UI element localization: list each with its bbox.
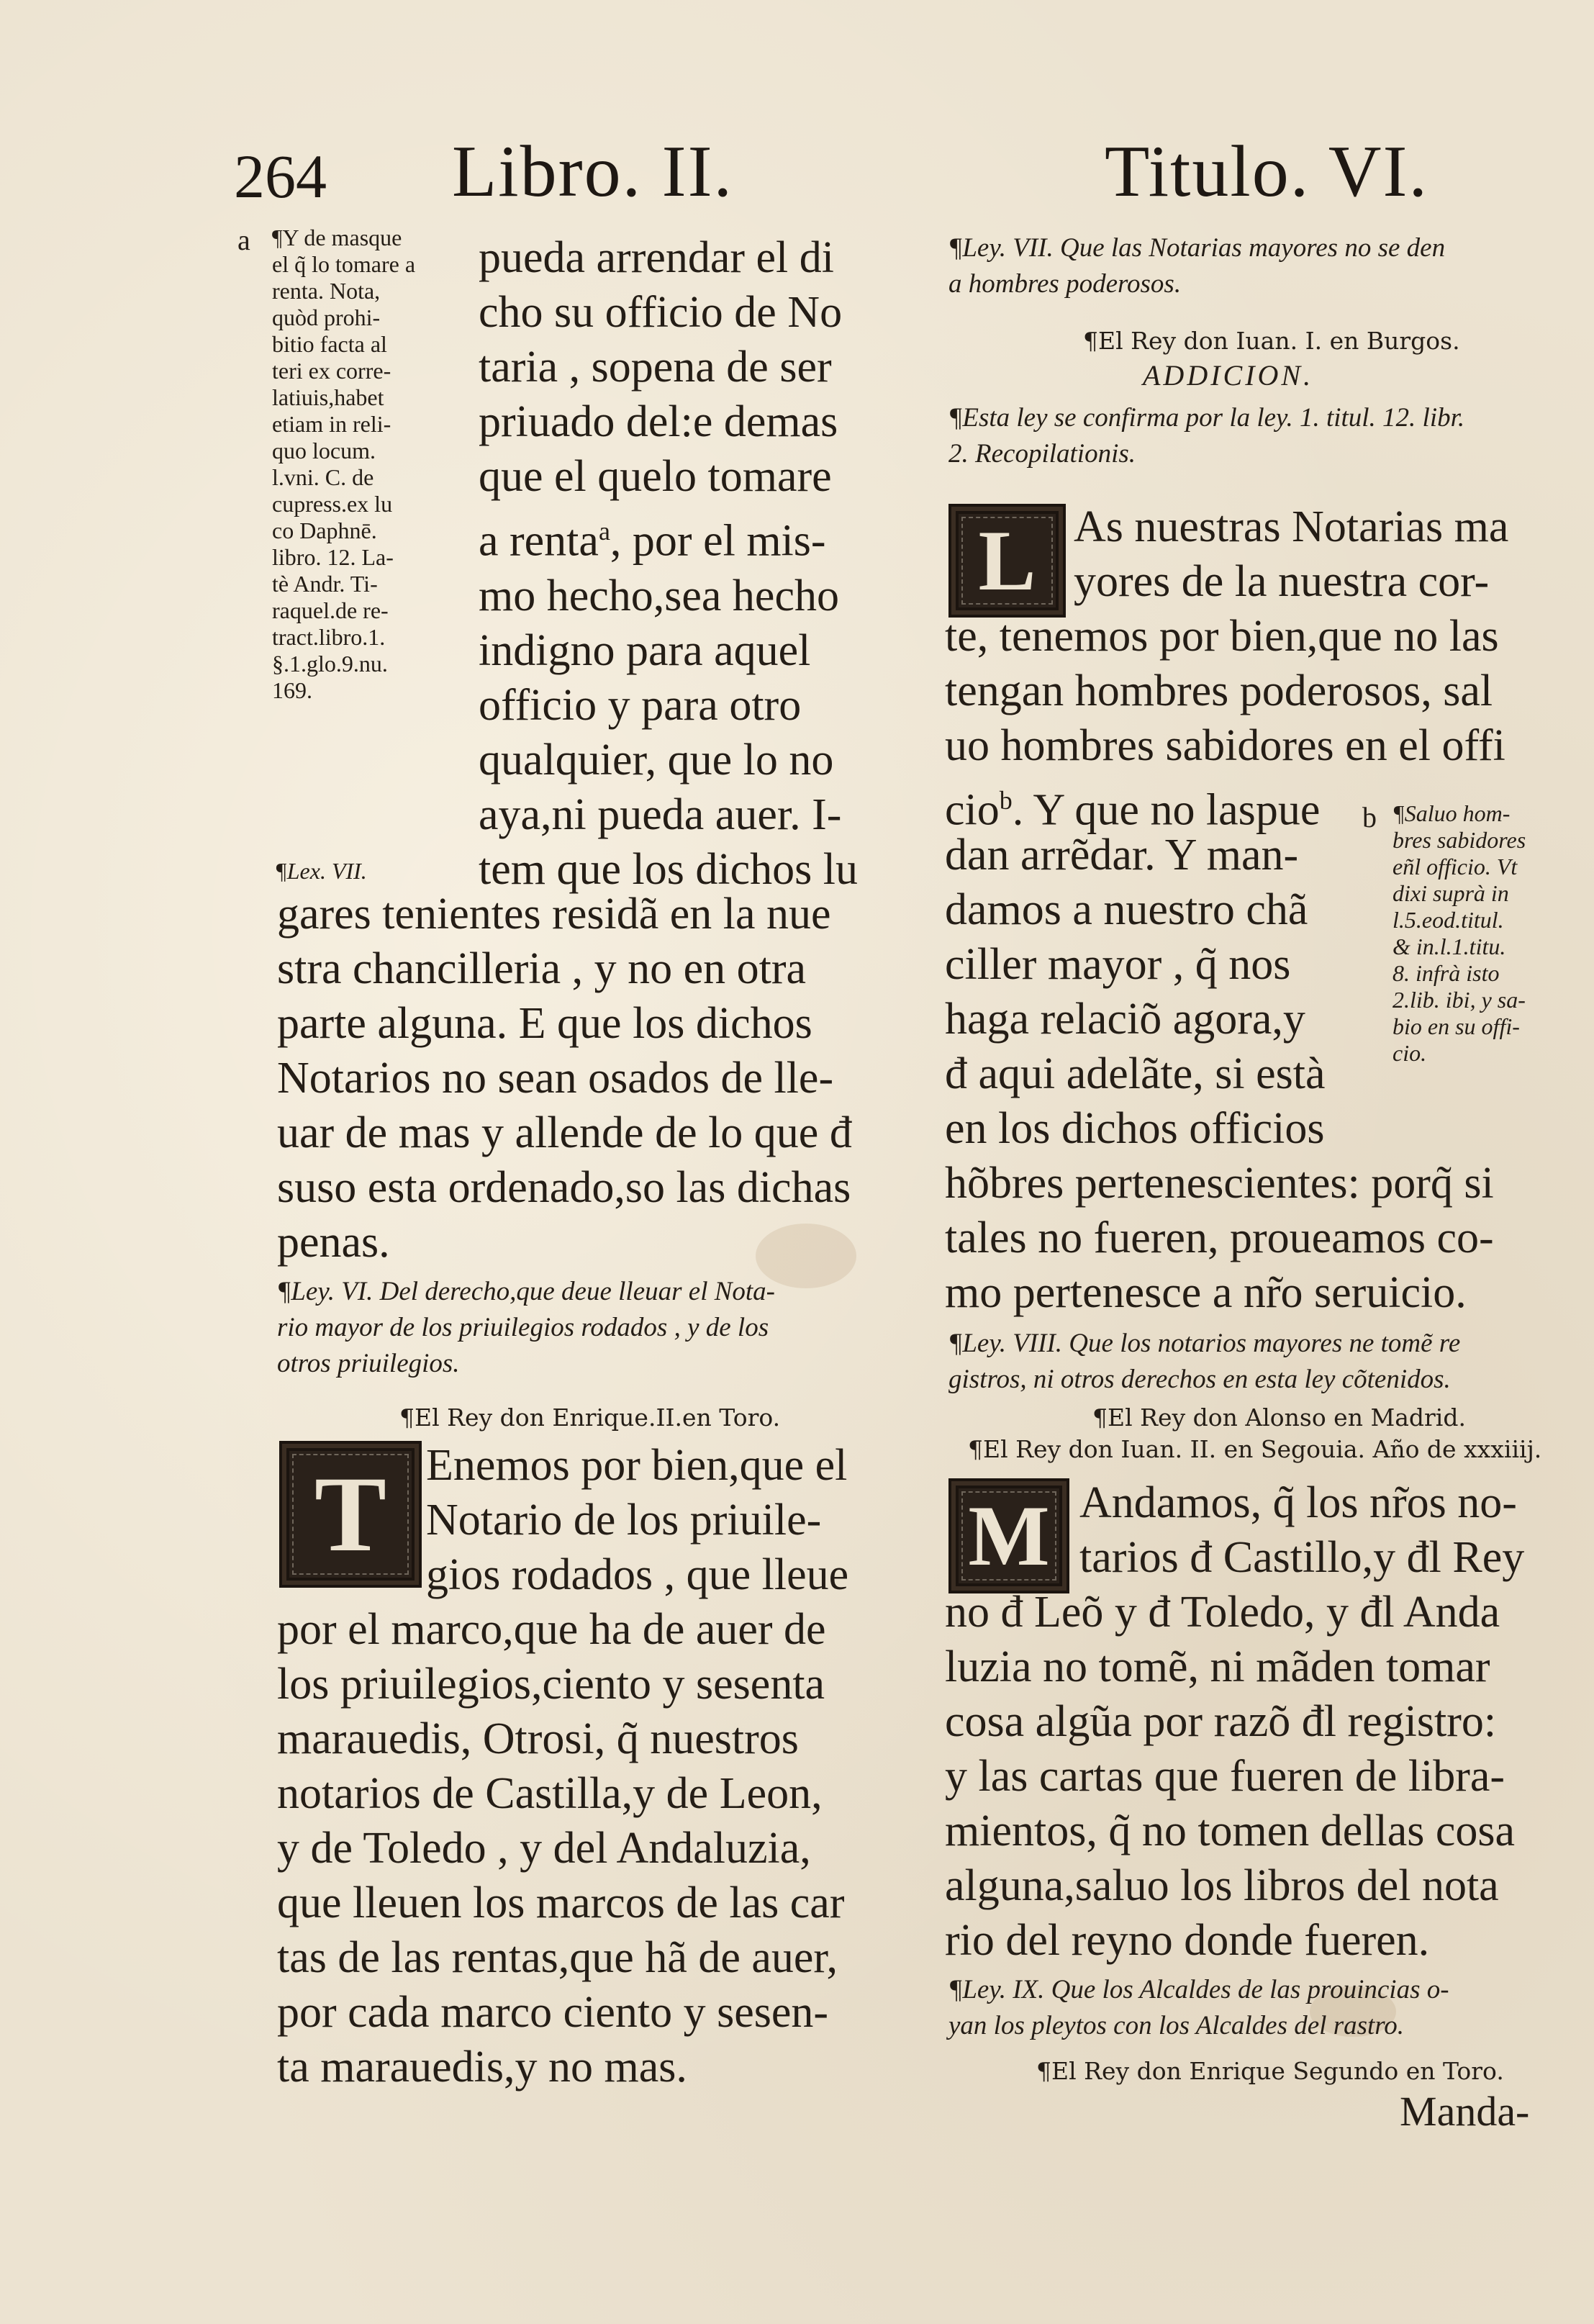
text-line: penas. xyxy=(277,1218,390,1267)
rubric-line: yan los pleytos con los Alcaldes del rastro. xyxy=(948,2011,1405,2040)
ley-9-rubric xyxy=(948,1972,1449,2044)
note-reference-b: b xyxy=(999,786,1013,815)
text-line: tarios đ Castillo,y đl Rey xyxy=(1079,1533,1525,1582)
text-line: rio del reyno donde fueren. xyxy=(945,1916,1430,1965)
text-line: parte alguna. E que los dichos xyxy=(277,999,812,1048)
addicion-heading: ADDICION. xyxy=(1143,359,1314,392)
initial-ornament xyxy=(961,1488,1056,1583)
initial-ornament xyxy=(961,512,1053,608)
gloss-line: el q̃ lo tomare a xyxy=(272,251,416,277)
gloss-line: bitio facta al xyxy=(272,331,387,357)
ley-6-text xyxy=(277,1602,896,2094)
gloss-line: ¶Saluo hom- xyxy=(1393,800,1511,826)
text-line: ta marauedis,y no mas. xyxy=(277,2043,687,2092)
catchword: Manda- xyxy=(1400,2088,1530,2135)
gloss-line: l.5.eod.titul. xyxy=(1393,907,1504,933)
gloss-line: quòd prohi- xyxy=(272,304,381,330)
gloss-line: tract.libro.1. xyxy=(272,624,386,650)
gloss-line: bres sabidores xyxy=(1393,827,1526,853)
text-line: gios rodados , que lleue xyxy=(426,1550,849,1599)
gloss-line: dixi suprà in xyxy=(1393,880,1509,906)
text-line: en los dichos officios xyxy=(945,1104,1325,1153)
text-line: stra chancilleria , y no en otra xyxy=(277,944,807,993)
ley-7-end-text xyxy=(945,1156,1557,1320)
marginal-gloss-a xyxy=(272,225,459,704)
text-line: marauedis, Otrosi, q̃ nuestros xyxy=(277,1714,799,1763)
marginal-gloss-b xyxy=(1393,800,1551,1067)
ley-6-initial-lines xyxy=(426,1438,848,1602)
gloss-line: 169. xyxy=(272,677,312,703)
text-line: pueda arrendar el di xyxy=(479,233,835,282)
text-line: qualquier, que lo no xyxy=(479,735,834,785)
text-line: y las cartas que fueren de libra- xyxy=(945,1752,1505,1801)
ley-8-initial-lines xyxy=(1079,1475,1524,1585)
gloss-line: quo locum. xyxy=(272,438,376,464)
gloss-line: cio. xyxy=(1393,1040,1427,1066)
text-line: hõbres pertenescientes: porq̃ si xyxy=(945,1159,1494,1208)
text-line: indigno para aquel xyxy=(479,625,811,675)
rubric-line: rio mayor de los priuilegios rodados , y de los xyxy=(277,1313,769,1342)
left-column-text xyxy=(277,887,896,1270)
text-line: mo pertenesce a nr̃o seruicio. xyxy=(945,1268,1467,1317)
text-line: tas de las rentas,que hã de auer, xyxy=(277,1933,838,1982)
gloss-line: 8. infrà isto xyxy=(1393,960,1500,986)
left-column-narrow-text xyxy=(479,230,858,897)
ley-8-text xyxy=(945,1585,1557,1968)
rubric-line: ¶Esta ley se confirma por la ley. 1. titul. 12. libr. xyxy=(948,403,1465,433)
initial-letter: T xyxy=(314,1455,387,1574)
ley-6-rubric xyxy=(277,1274,775,1382)
text-line xyxy=(479,504,858,569)
initial-ornament xyxy=(292,1454,409,1575)
gloss-line: 2.lib. ibi, y sa- xyxy=(1393,987,1526,1013)
text-line: Notarios no sean osados de lle- xyxy=(277,1054,834,1103)
text-line: đ aqui adelãte, si està xyxy=(945,1049,1326,1098)
page-number: 264 xyxy=(234,142,327,211)
text-line: suso esta ordenado,so las dichas xyxy=(277,1163,851,1212)
running-head-titulo: Titulo. VI. xyxy=(1105,131,1429,212)
text-line: por cada marco ciento y sesen- xyxy=(277,1988,829,2037)
text-line: por el marco,que ha de auer de xyxy=(277,1605,826,1654)
note-marker-b: b xyxy=(1362,801,1377,833)
text-line: tem que los dichos lu xyxy=(479,844,858,894)
text-line: cosa algũa por razõ đl registro: xyxy=(945,1697,1497,1746)
text-line: Enemos por bien,que el xyxy=(426,1441,848,1490)
text-line: aya,ni pueda auer. I- xyxy=(479,790,842,839)
ley-8-attribution-1: ¶El Rey don Alonso en Madrid. xyxy=(1092,1403,1466,1432)
gloss-line: libro. 12. La- xyxy=(272,544,394,570)
decorated-initial-t xyxy=(279,1441,422,1588)
text-line: y de Toledo , y del Andaluzia, xyxy=(277,1824,811,1873)
cio-word: cio xyxy=(945,785,1000,835)
ley-7-initial-lines xyxy=(1074,499,1508,609)
text-line: gares tenientes residã en la nue xyxy=(277,890,831,939)
text-line: haga relaciõ agora,y xyxy=(945,995,1305,1044)
text-line: priuado del:e demas xyxy=(479,397,838,446)
text-line: que lleuen los marcos de las car xyxy=(277,1878,845,1927)
gloss-line: co Daphnē. xyxy=(272,517,377,543)
ley-7-rubric xyxy=(948,230,1445,302)
text-line: luzia no tomẽ, ni mãden tomar xyxy=(945,1642,1490,1691)
gloss-line: raquel.de re- xyxy=(272,597,389,623)
gloss-line: teri ex corre- xyxy=(272,358,391,384)
rubric-line: a hombres poderosos. xyxy=(948,269,1182,299)
decorated-initial-m xyxy=(948,1478,1069,1593)
text-line: damos a nuestro chã xyxy=(945,885,1308,934)
initial-letter: M xyxy=(968,1488,1050,1583)
gloss-line: latiuis,habet xyxy=(272,384,384,410)
rubric-line: ¶Ley. VII. Que las Notarias mayores no se den xyxy=(948,233,1446,263)
text-line: tales no fueren, proueamos co- xyxy=(945,1213,1494,1262)
text-line: no đ Leõ y đ Toledo, y đl Anda xyxy=(945,1588,1500,1637)
text-line: yores de la nuestra cor- xyxy=(1074,557,1490,606)
rubric-line: otros priuilegios. xyxy=(277,1349,460,1378)
text-line: tengan hombres poderosos, sal xyxy=(945,666,1493,715)
text-fragment: , por el mis- xyxy=(610,516,826,566)
text-line: officio y para otro xyxy=(479,680,802,730)
text-line: As nuestras Notarias ma xyxy=(1074,502,1509,551)
text-line: dan arrẽdar. Y man- xyxy=(945,831,1299,880)
running-head-libro: Libro. II. xyxy=(452,131,734,212)
rubric-line: ¶Ley. VI. Del derecho,que deue lleuar el Nota- xyxy=(277,1277,775,1306)
note-reference-a: a xyxy=(598,517,610,546)
text-line: ciller mayor , q̃ nos xyxy=(945,940,1291,989)
text-line: uar de mas y allende de lo que đ xyxy=(277,1108,852,1157)
text-fragment: a renta xyxy=(479,516,599,566)
gloss-line: ¶Y de masque xyxy=(272,225,402,250)
rubric-line: 2. Recopilationis. xyxy=(948,439,1136,469)
note-marker-a: a xyxy=(237,224,250,256)
text-line: los priuilegios,ciento y sesenta xyxy=(277,1660,825,1709)
text-line: taria , sopena de ser xyxy=(479,343,832,392)
text-line: cho su officio de No xyxy=(479,288,843,337)
initial-letter: L xyxy=(978,512,1036,608)
text-line: te, tenemos por bien,que no las xyxy=(945,612,1499,661)
ley-6-attribution: ¶El Rey don Enrique.II.en Toro. xyxy=(399,1403,781,1432)
text-line: uo hombres sabidores en el offi xyxy=(945,721,1505,770)
text-line: alguna,saluo los libros del nota xyxy=(945,1861,1499,1910)
gloss-line: renta. Nota, xyxy=(272,278,381,304)
text-line: mientos, q̃ no tomen dellas cosa xyxy=(945,1807,1516,1855)
rubric-line: ¶Ley. VIII. Que los notarios mayores ne tomẽ re xyxy=(948,1329,1461,1358)
rubric-line: ¶Ley. IX. Que los Alcaldes de las prouincias o- xyxy=(948,1975,1449,2004)
gloss-line: bio en su offi- xyxy=(1393,1013,1520,1039)
gloss-line: & in.l.1.titu. xyxy=(1393,933,1506,959)
text-line: mo hecho,sea hecho xyxy=(479,571,839,620)
marginal-gloss-lex: ¶Lex. VII. xyxy=(275,858,367,884)
gloss-line: etiam in reli- xyxy=(272,411,391,437)
gloss-line: cupress.ex lu xyxy=(272,491,393,517)
gloss-line: eñl officio. Vt xyxy=(1393,854,1518,880)
ley-8-attribution-2: ¶El Rey don Iuan. II. en Segouia. Año de xxxiiij. xyxy=(968,1435,1542,1463)
addicion-text xyxy=(948,400,1464,472)
cio-rest: . Y que no laspue xyxy=(1012,785,1321,835)
decorated-initial-l xyxy=(948,504,1066,618)
gloss-line: l.vni. C. de xyxy=(272,464,374,490)
ley-7-text xyxy=(945,609,1557,773)
rubric-line: gistros, ni otros derechos en esta ley cõtenidos. xyxy=(948,1365,1451,1394)
text-line: notarios de Castilla,y de Leon, xyxy=(277,1769,823,1818)
gloss-line: tè Andr. Ti- xyxy=(272,571,378,597)
text-line: Notario de los priuile- xyxy=(426,1496,822,1545)
ley-7-attribution: ¶El Rey don Iuan. I. en Burgos. xyxy=(1083,327,1460,355)
ley-8-rubric xyxy=(948,1326,1460,1398)
gloss-line: §.1.glo.9.nu. xyxy=(272,651,388,677)
ley-9-attribution: ¶El Rey don Enrique Segundo en Toro. xyxy=(1036,2057,1504,2085)
text-line: que el quelo tomare xyxy=(479,452,832,501)
text-line: Andamos, q̃ los nr̃os no- xyxy=(1079,1478,1517,1527)
